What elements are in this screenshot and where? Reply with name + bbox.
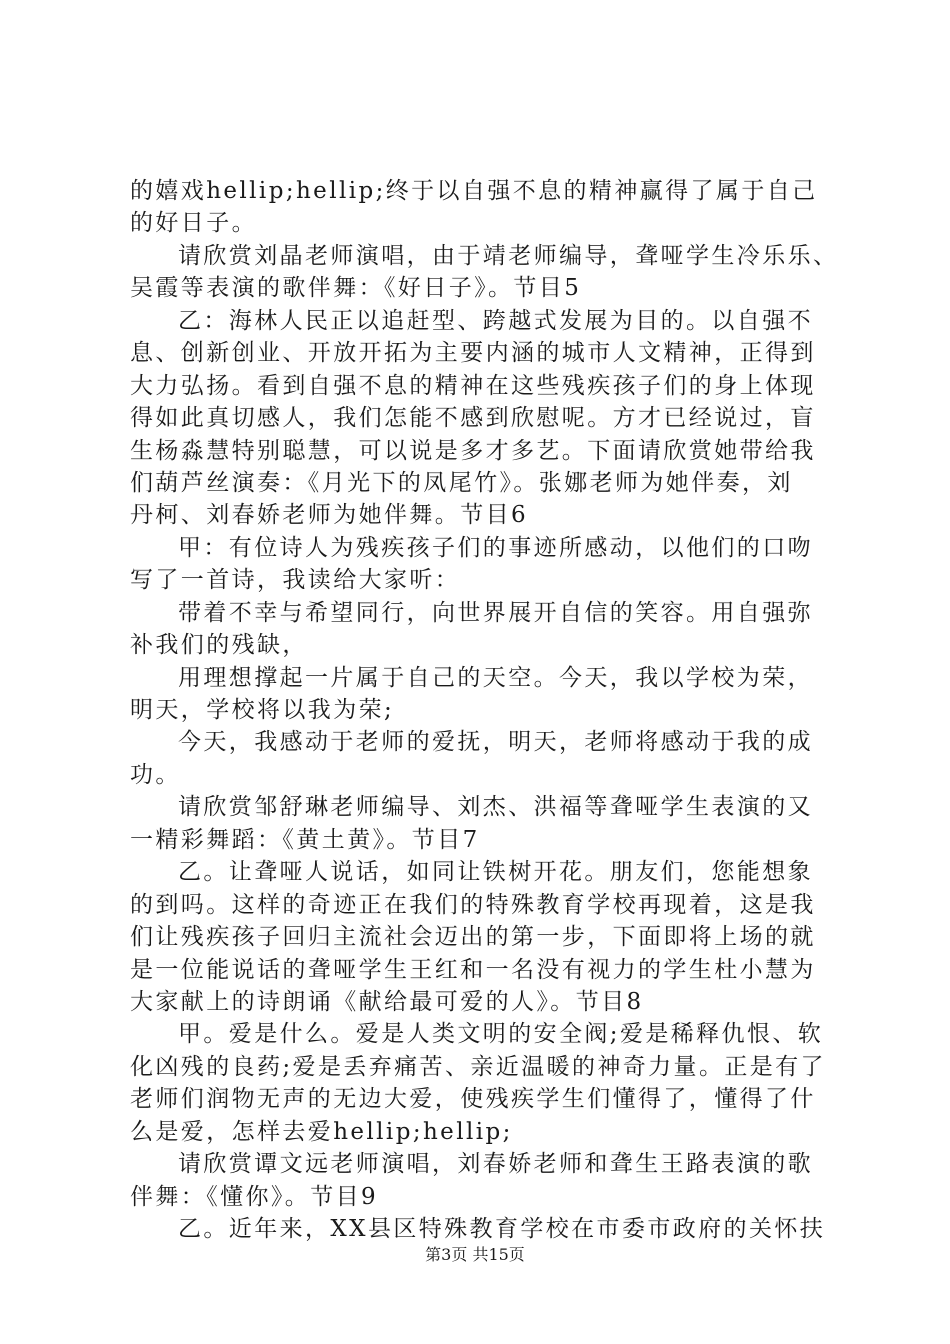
text-line: 乙：海林人民正以追赶型、跨越式发展为目的。以自强不 bbox=[178, 307, 813, 334]
text-line: 甲。爱是什么。爱是人类文明的安全阀;爱是稀释仇恨、软 bbox=[178, 1021, 824, 1048]
text-line: 大家献上的诗朗诵《献给最可爱的人》。节目8 bbox=[130, 988, 644, 1015]
text-line: 请欣赏谭文远老师演唱，刘春娇老师和聋生王路表演的歌 bbox=[178, 1151, 813, 1178]
text-line: 们葫芦丝演奏：《月光下的凤尾竹》。张娜老师为她伴奏，刘 bbox=[130, 469, 793, 496]
text-line: 写了一首诗，我读给大家听： bbox=[130, 567, 461, 594]
text-line: 一精彩舞蹈：《黄土黄》。节目7 bbox=[130, 826, 480, 853]
text-line: 的嬉戏hellip;hellip;终于以自强不息的精神赢得了属于自己 bbox=[130, 178, 818, 204]
text-line: 伴舞：《懂你》。节目9 bbox=[130, 1183, 379, 1210]
text-line: 带着不幸与希望同行，向世界展开自信的笑容。用自强弥 bbox=[178, 599, 813, 626]
text-line: 乙。近年来，XX县区特殊教育学校在市委市政府的关怀扶 bbox=[178, 1216, 826, 1242]
text-line: 么是爱，怎样去爱hellip;hellip; bbox=[130, 1118, 513, 1145]
document-body bbox=[130, 175, 839, 1245]
text-line: 的好日子。 bbox=[130, 210, 257, 237]
text-line: 得如此真切感人，我们怎能不感到欣慰呢。方才已经说过，盲 bbox=[130, 405, 816, 432]
text-line: 们让残疾孩子回归主流社会迈出的第一步，下面即将上场的就 bbox=[130, 924, 816, 951]
text-line: 生杨淼慧特别聪慧，可以说是多才多艺。下面请欣赏她带给我 bbox=[130, 437, 816, 464]
text-line: 的到吗。这样的奇迹正在我们的特殊教育学校再现着，这是我 bbox=[130, 891, 816, 918]
text-line: 功。 bbox=[130, 761, 181, 788]
text-line: 是一位能说话的聋哑学生王红和一名没有视力的学生杜小慧为 bbox=[130, 956, 816, 983]
text-line: 今天，我感动于老师的爱抚，明天，老师将感动于我的成 bbox=[178, 729, 813, 756]
text-line: 请欣赏邹舒琳老师编导、刘杰、洪福等聋哑学生表演的又 bbox=[178, 794, 813, 821]
text-line: 请欣赏刘晶老师演唱，由于靖老师编导，聋哑学生冷乐乐、 bbox=[178, 242, 839, 269]
text-line: 老师们润物无声的无边大爱，使残疾学生们懂得了，懂得了什 bbox=[130, 1086, 816, 1113]
text-line: 用理想撑起一片属于自己的天空。今天，我以学校为荣， bbox=[178, 664, 813, 691]
text-line: 大力弘扬。看到自强不息的精神在这些残疾孩子们的身上体现 bbox=[130, 372, 816, 399]
text-line: 丹柯、刘春娇老师为她伴舞。节目6 bbox=[130, 502, 529, 529]
text-line: 息、创新创业、开放开拓为主要内涵的城市人文精神，正得到 bbox=[130, 340, 816, 367]
text-line: 明天，学校将以我为荣; bbox=[130, 697, 395, 723]
text-line: 补我们的残缺， bbox=[130, 632, 308, 659]
text-line: 化凶残的良药;爱是丢弃痛苦、亲近温暖的神奇力量。正是有了 bbox=[130, 1053, 826, 1080]
page-footer: 第3页 共15页 bbox=[425, 1245, 525, 1264]
text-line: 吴霞等表演的歌伴舞：《好日子》。节目5 bbox=[130, 275, 582, 302]
text-line: 甲：有位诗人为残疾孩子们的事迹所感动，以他们的口吻 bbox=[178, 534, 813, 561]
text-line: 乙。让聋哑人说话，如同让铁树开花。朋友们，您能想象 bbox=[178, 859, 813, 886]
